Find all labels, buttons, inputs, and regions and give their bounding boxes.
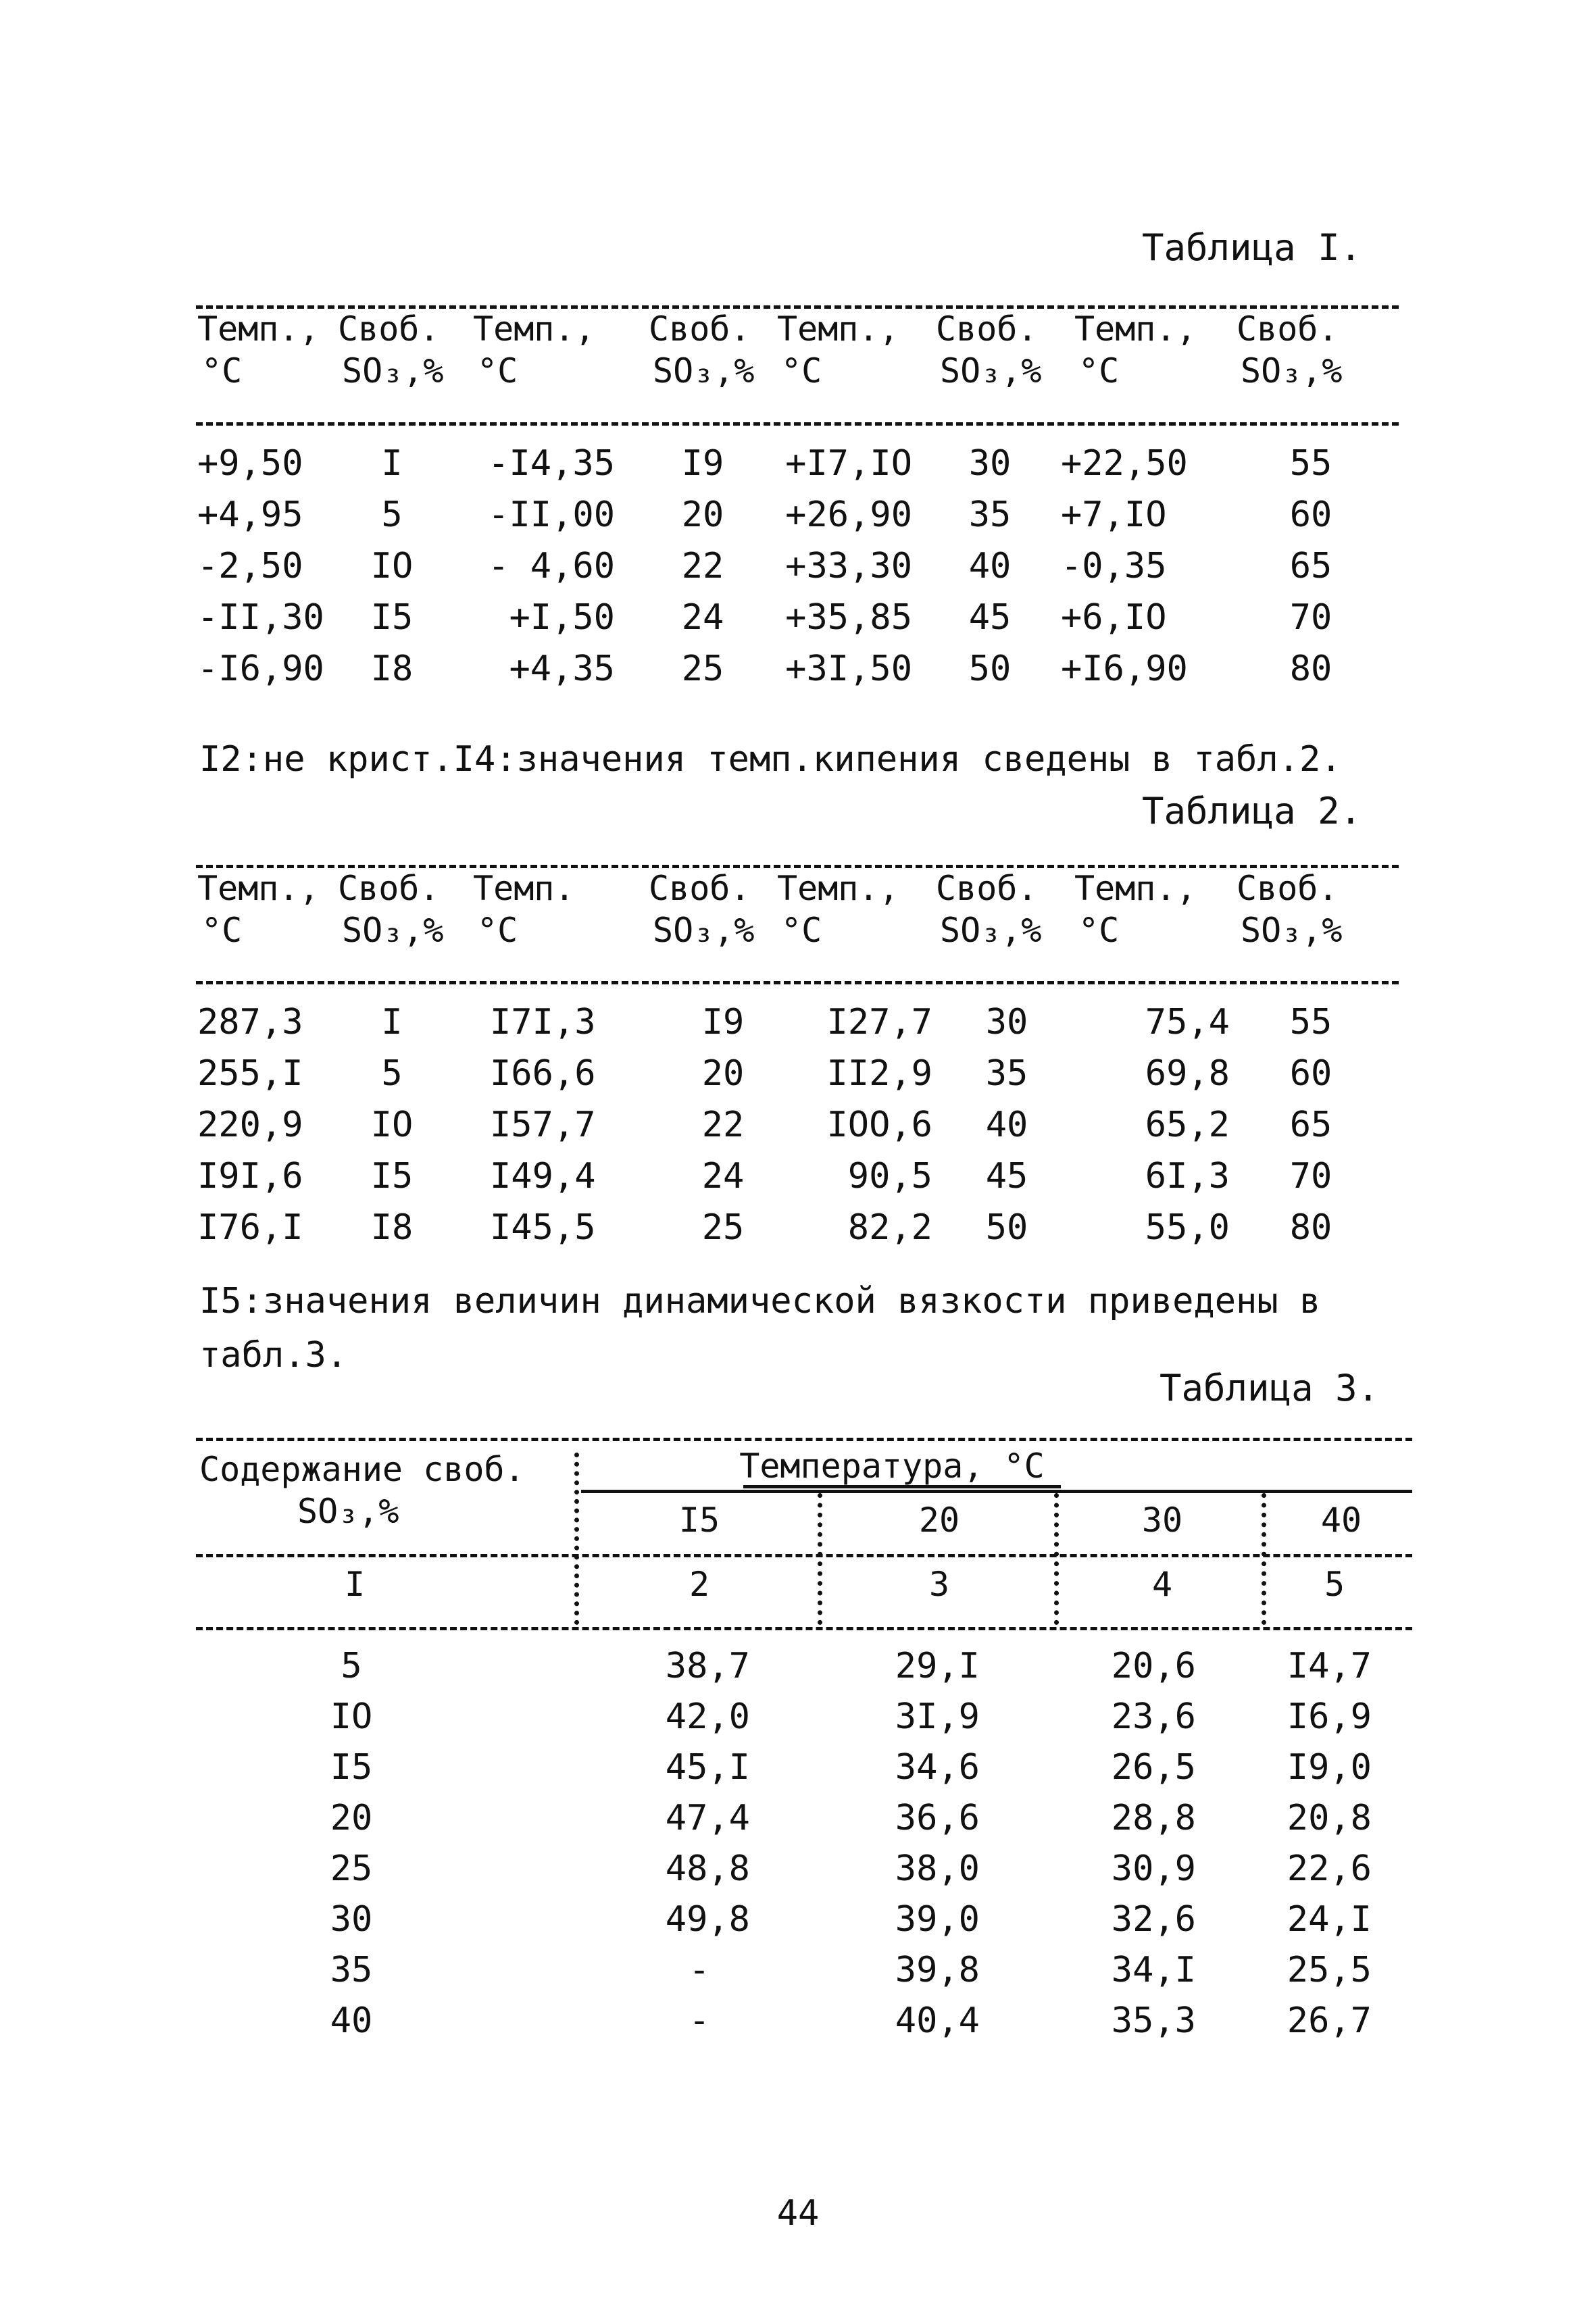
table3-col-number-3: 4 [1151,1565,1173,1604]
table1-header-rule [196,422,1399,426]
table3-row-header-unit: SO₃,% [297,1492,399,1531]
table2-cell-r1-c6: 69,8 [1145,1053,1230,1094]
table2-cell-r0-c3: I9 [701,1002,745,1042]
table3-group-rule [581,1490,1412,1493]
table2-cell-r1-c0: 255,I [197,1053,303,1094]
table1-cell-r2-c0: -2,50 [197,546,303,586]
table1-header-4-top: Темп., [777,309,899,349]
table2-cell-r3-c4: 90,5 [847,1156,932,1197]
table1-cell-r4-c0: -I6,90 [197,649,324,689]
table3-col-divider-2 [818,1493,822,1625]
table2-header-5-unit: SO₃,% [940,911,1042,950]
table3-cell-r4-c1: 48,8 [665,1848,750,1889]
table1-header-5-unit: SO₃,% [940,351,1042,391]
table3-cell-r4-c3: 30,9 [1111,1848,1196,1889]
table1-caption: Таблица I. [1142,226,1362,269]
table1-header-6-top: Темп., [1074,309,1197,349]
table2-header-1-unit: SO₃,% [342,911,444,950]
table1-cell-r2-c1: IO [370,546,414,586]
table2-cell-r3-c5: 45 [985,1156,1028,1197]
table1-cell-r4-c7: 80 [1289,649,1332,689]
table3-cell-r0-c4: I4,7 [1287,1646,1372,1686]
table3-cell-r7-c2: 40,4 [895,2001,980,2041]
table3-cell-r6-c4: 25,5 [1287,1950,1372,1990]
table3-cell-r1-c3: 23,6 [1111,1696,1196,1737]
table1-header-3-unit: SO₃,% [653,351,755,391]
table3-temp-1: 20 [918,1501,960,1540]
table2-header-rule [196,981,1399,984]
table1-cell-r3-c4: +35,85 [785,597,912,638]
table2-cell-r2-c6: 65,2 [1145,1105,1230,1145]
table1-header-7-unit: SO₃,% [1241,351,1343,391]
table1-cell-r3-c1: I5 [370,597,414,638]
table3-col-divider-1 [574,1453,579,1625]
table2-cell-r4-c1: I8 [370,1207,414,1248]
table1-cell-r3-c0: -II,30 [197,597,324,638]
table1-cell-r4-c3: 25 [681,649,724,689]
note-table2-line2: табл.3. [199,1335,348,1376]
table1-header-4-unit: °C [781,351,822,391]
table2-cell-r1-c1: 5 [381,1053,403,1094]
table2-cell-r4-c3: 25 [701,1207,745,1248]
table2-header-1-top: Своб. [338,869,440,908]
table3-cell-r6-c2: 39,8 [895,1950,980,1990]
table1-cell-r0-c5: 30 [968,443,1012,484]
table1-header-1-unit: SO₃,% [342,351,444,391]
table3-cell-r3-c3: 28,8 [1111,1798,1196,1838]
table1-header-5-top: Своб. [936,309,1038,349]
table1-cell-r2-c7: 65 [1289,546,1332,586]
table2-caption: Таблица 2. [1142,790,1362,832]
table3-cell-r6-c1: - [689,1950,710,1990]
table2-header-0-unit: °C [201,911,243,950]
table3-cell-r5-c1: 49,8 [665,1899,750,1940]
table1-cell-r4-c2: +4,35 [509,649,615,689]
table3-cell-r2-c3: 26,5 [1111,1747,1196,1788]
table3-temp-2: 30 [1141,1501,1183,1540]
table1-cell-r3-c6: +6,IO [1061,597,1167,638]
table2-cell-r4-c5: 50 [985,1207,1028,1248]
table2-cell-r0-c7: 55 [1289,1002,1332,1042]
table2-cell-r4-c7: 80 [1289,1207,1332,1248]
table1-cell-r4-c6: +I6,90 [1061,649,1188,689]
table2-cell-r3-c0: I9I,6 [197,1156,303,1197]
table3-temp-0: I5 [678,1501,720,1540]
table1-cell-r0-c1: I [381,443,403,484]
table1-cell-r1-c1: 5 [381,495,403,535]
table3-cell-r0-c0: 5 [341,1646,362,1686]
table3-col-number-2: 3 [928,1565,950,1604]
table2-cell-r4-c2: I45,5 [490,1207,596,1248]
table3-cell-r1-c1: 42,0 [665,1696,750,1737]
table2-cell-r3-c3: 24 [701,1156,745,1197]
table3-cell-r5-c4: 24,I [1287,1899,1372,1940]
table2-header-6-unit: °C [1078,911,1120,950]
table2-cell-r2-c7: 65 [1289,1105,1332,1145]
table2-header-0-top: Темп., [197,869,320,908]
table2-cell-r4-c0: I76,I [197,1207,303,1248]
table3-cell-r5-c2: 39,0 [895,1899,980,1940]
table3-col-divider-3 [1054,1493,1059,1625]
table1-cell-r1-c6: +7,IO [1061,495,1167,535]
table1-header-2-unit: °C [477,351,518,391]
table2-cell-r3-c7: 70 [1289,1156,1332,1197]
table3-cell-r4-c2: 38,0 [895,1848,980,1889]
table1-top-rule [196,305,1399,309]
table3-cell-r6-c0: 35 [330,1950,373,1990]
note-table1: I2:не крист.I4:значения темп.кипения сведены в табл.2. [199,739,1342,780]
table3-cell-r0-c2: 29,I [895,1646,980,1686]
page-number: 44 [776,2193,820,2234]
table2-header-2-top: Темп. [473,869,575,908]
table3-cell-r1-c4: I6,9 [1287,1696,1372,1737]
table2-cell-r1-c2: I66,6 [490,1053,596,1094]
table2-cell-r0-c1: I [381,1002,403,1042]
table2-header-4-top: Темп., [777,869,899,908]
table3-cell-r3-c0: 20 [330,1798,373,1838]
table2-top-rule [196,865,1399,868]
table3-cell-r3-c1: 47,4 [665,1798,750,1838]
table3-cell-r2-c1: 45,I [665,1747,750,1788]
table1-cell-r1-c2: -II,00 [488,495,615,535]
table1-cell-r3-c3: 24 [681,597,724,638]
table1-cell-r0-c0: +9,50 [197,443,303,484]
table3-top-rule [196,1438,1412,1441]
table2-cell-r0-c4: I27,7 [826,1002,932,1042]
table3-cell-r7-c4: 26,7 [1287,2001,1372,2041]
table2-cell-r0-c5: 30 [985,1002,1028,1042]
table3-cell-r2-c2: 34,6 [895,1747,980,1788]
table2-header-7-top: Своб. [1237,869,1339,908]
table1-cell-r0-c2: -I4,35 [488,443,615,484]
table3-group-header: Температура, °C [739,1447,1045,1486]
table2-cell-r0-c2: I7I,3 [490,1002,596,1042]
table2-header-7-unit: SO₃,% [1241,911,1343,950]
table3-cell-r4-c4: 22,6 [1287,1848,1372,1889]
table1-header-7-top: Своб. [1237,309,1339,349]
table3-group-underline [743,1485,1061,1488]
table1-cell-r3-c5: 45 [968,597,1012,638]
table3-mid-rule [196,1554,1412,1557]
table2-cell-r2-c0: 220,9 [197,1105,303,1145]
table3-cell-r2-c4: I9,0 [1287,1747,1372,1788]
table1-cell-r0-c6: +22,50 [1061,443,1188,484]
table3-col-number-1: 2 [689,1565,710,1604]
table1-cell-r2-c2: - 4,60 [488,546,615,586]
table2-cell-r4-c6: 55,0 [1145,1207,1230,1248]
table3-cell-r6-c3: 34,I [1111,1950,1196,1990]
table3-caption: Таблица 3. [1159,1367,1380,1409]
table1-header-3-top: Своб. [649,309,751,349]
table2-header-3-top: Своб. [649,869,751,908]
table2-cell-r2-c4: IOO,6 [826,1105,932,1145]
table2-cell-r0-c0: 287,3 [197,1002,303,1042]
table1-header-0-top: Темп., [197,309,320,349]
table3-cell-r7-c1: - [689,2001,710,2041]
table3-cell-r5-c3: 32,6 [1111,1899,1196,1940]
table1-header-6-unit: °C [1078,351,1120,391]
table2-cell-r3-c1: I5 [370,1156,414,1197]
table1-cell-r2-c3: 22 [681,546,724,586]
table2-cell-r2-c1: IO [370,1105,414,1145]
table1-header-0-unit: °C [201,351,243,391]
table2-header-6-top: Темп., [1074,869,1197,908]
table3-cell-r0-c1: 38,7 [665,1646,750,1686]
table3-cell-r1-c0: IO [330,1696,373,1737]
table2-cell-r1-c4: II2,9 [826,1053,932,1094]
table3-cell-r1-c2: 3I,9 [895,1696,980,1737]
table1-cell-r0-c4: +I7,IO [785,443,912,484]
table2-cell-r4-c4: 82,2 [847,1207,932,1248]
table3-cell-r7-c0: 40 [330,2001,373,2041]
table1-cell-r1-c5: 35 [968,495,1012,535]
table3-cell-r7-c3: 35,3 [1111,2001,1196,2041]
table2-cell-r3-c6: 6I,3 [1145,1156,1230,1197]
table3-col-number-4: 5 [1324,1565,1345,1604]
table2-cell-r0-c6: 75,4 [1145,1002,1230,1042]
table1-cell-r4-c4: +3I,50 [785,649,912,689]
table2-cell-r2-c3: 22 [701,1105,745,1145]
table1-cell-r2-c6: -0,35 [1061,546,1167,586]
table1-cell-r4-c1: I8 [370,649,414,689]
table3-row-header: Содержание своб. [199,1450,525,1489]
table1-cell-r3-c2: +I,50 [509,597,615,638]
table1-cell-r1-c4: +26,90 [785,495,912,535]
table2-cell-r2-c5: 40 [985,1105,1028,1145]
table1-cell-r0-c7: 55 [1289,443,1332,484]
table3-header-rule [196,1627,1412,1630]
table3-cell-r4-c0: 25 [330,1848,373,1889]
table2-header-5-top: Своб. [936,869,1038,908]
table1-cell-r1-c7: 60 [1289,495,1332,535]
table3-cell-r2-c0: I5 [330,1747,373,1788]
table3-cell-r3-c4: 20,8 [1287,1798,1372,1838]
table2-cell-r3-c2: I49,4 [490,1156,596,1197]
table3-col-number-0: I [344,1565,366,1604]
table2-header-3-unit: SO₃,% [653,911,755,950]
note-table2-line1: I5:значения величин динамической вязкости приведены в [199,1281,1321,1322]
table2-header-2-unit: °C [477,911,518,950]
table1-cell-r1-c3: 20 [681,495,724,535]
table2-cell-r1-c3: 20 [701,1053,745,1094]
table3-col-divider-4 [1262,1493,1266,1625]
table3-temp-3: 40 [1320,1501,1362,1540]
table1-cell-r0-c3: I9 [681,443,724,484]
table1-cell-r3-c7: 70 [1289,597,1332,638]
table1-cell-r2-c4: +33,30 [785,546,912,586]
table2-header-4-unit: °C [781,911,822,950]
table1-cell-r1-c0: +4,95 [197,495,303,535]
table1-header-2-top: Темп., [473,309,595,349]
table2-cell-r1-c7: 60 [1289,1053,1332,1094]
table1-cell-r2-c5: 40 [968,546,1012,586]
table3-cell-r5-c0: 30 [330,1899,373,1940]
table1-cell-r4-c5: 50 [968,649,1012,689]
table3-cell-r3-c2: 36,6 [895,1798,980,1838]
table3-cell-r0-c3: 20,6 [1111,1646,1196,1686]
table1-header-1-top: Своб. [338,309,440,349]
table2-cell-r2-c2: I57,7 [490,1105,596,1145]
table2-cell-r1-c5: 35 [985,1053,1028,1094]
